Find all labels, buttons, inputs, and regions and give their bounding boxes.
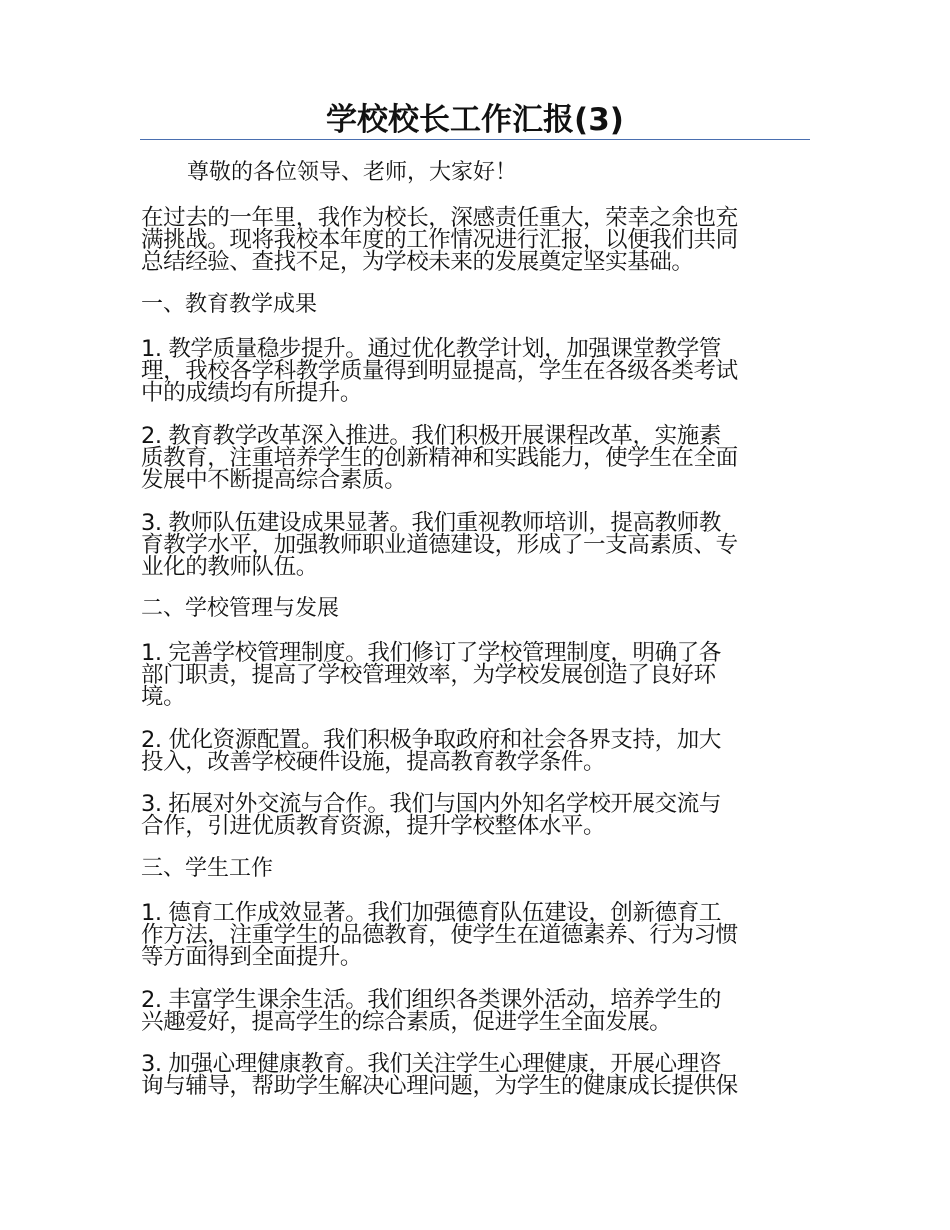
text-line: 1. 德育工作成效显著。我们加强德育队伍建设，创新德育工 xyxy=(141,900,721,926)
text-line: 质教育，注重培养学生的创新精神和实践能力，使学生在全面 xyxy=(141,445,738,471)
greeting-line: 尊敬的各位领导、老师，大家好！ xyxy=(187,160,518,185)
document-title: 学校校长工作汇报(3) xyxy=(326,102,624,138)
list-item xyxy=(141,338,813,404)
text-line: 理，我校各学科教学质量得到明显提高，学生在各级各类考试 xyxy=(141,358,738,384)
list-item xyxy=(141,793,813,837)
text-line: 境。 xyxy=(141,684,186,710)
text-line: 2. 教育教学改革深入推进。我们积极开展课程改革，实施素 xyxy=(141,423,721,449)
text-line: 等方面得到全面提升。 xyxy=(141,944,363,970)
text-line: 兴趣爱好，提高学生的综合素质，促进学生全面发展。 xyxy=(141,1009,672,1035)
list-item xyxy=(141,425,813,491)
title-underline xyxy=(140,139,810,140)
text-line: 中的成绩均有所提升。 xyxy=(141,380,363,406)
text-line: 1. 教学质量稳步提升。通过优化教学计划，加强课堂教学管 xyxy=(141,336,721,362)
intro-paragraph xyxy=(141,207,813,273)
text-line: 询与辅导，帮助学生解决心理问题，为学生的健康成长提供保 xyxy=(141,1073,738,1099)
text-line: 作方法，注重学生的品德教育，使学生在道德素养、行为习惯 xyxy=(141,922,738,948)
text-line: 总结经验、查找不足，为学校未来的发展奠定坚实基础。 xyxy=(141,249,694,275)
text-line: 发展中不断提高综合素质。 xyxy=(141,467,407,493)
list-item xyxy=(141,729,813,773)
text-line: 合作，引进优质教育资源，提升学校整体水平。 xyxy=(141,813,606,839)
text-line: 2. 优化资源配置。我们积极争取政府和社会各界支持，加大 xyxy=(141,727,721,753)
list-item xyxy=(141,989,813,1033)
text-line: 3. 拓展对外交流与合作。我们与国内外知名学校开展交流与 xyxy=(141,791,721,817)
text-line: 投入，改善学校硬件设施，提高教育教学条件。 xyxy=(141,749,606,775)
text-line: 1. 完善学校管理制度。我们修订了学校管理制度，明确了各 xyxy=(141,640,721,666)
section-heading: 三、学生工作 xyxy=(141,856,274,881)
list-item xyxy=(141,642,813,708)
text-line: 满挑战。现将我校本年度的工作情况进行汇报，以便我们共同 xyxy=(141,227,738,253)
text-line: 部门职责，提高了学校管理效率，为学校发展创造了良好环 xyxy=(141,662,716,688)
text-line: 业化的教师队伍。 xyxy=(141,554,318,580)
text-line: 3. 加强心理健康教育。我们关注学生心理健康，开展心理咨 xyxy=(141,1051,721,1077)
section-heading: 二、学校管理与发展 xyxy=(141,596,340,621)
list-item xyxy=(141,902,813,968)
text-line: 育教学水平，加强教师职业道德建设，形成了一支高素质、专 xyxy=(141,532,738,558)
list-item xyxy=(141,512,813,578)
section-heading: 一、教育教学成果 xyxy=(141,292,318,317)
text-line: 2. 丰富学生课余生活。我们组织各类课外活动，培养学生的 xyxy=(141,987,721,1013)
list-item xyxy=(141,1053,813,1097)
text-line: 3. 教师队伍建设成果显著。我们重视教师培训，提高教师教 xyxy=(141,510,721,536)
text-line: 在过去的一年里，我作为校长，深感责任重大，荣幸之余也充 xyxy=(141,205,738,231)
